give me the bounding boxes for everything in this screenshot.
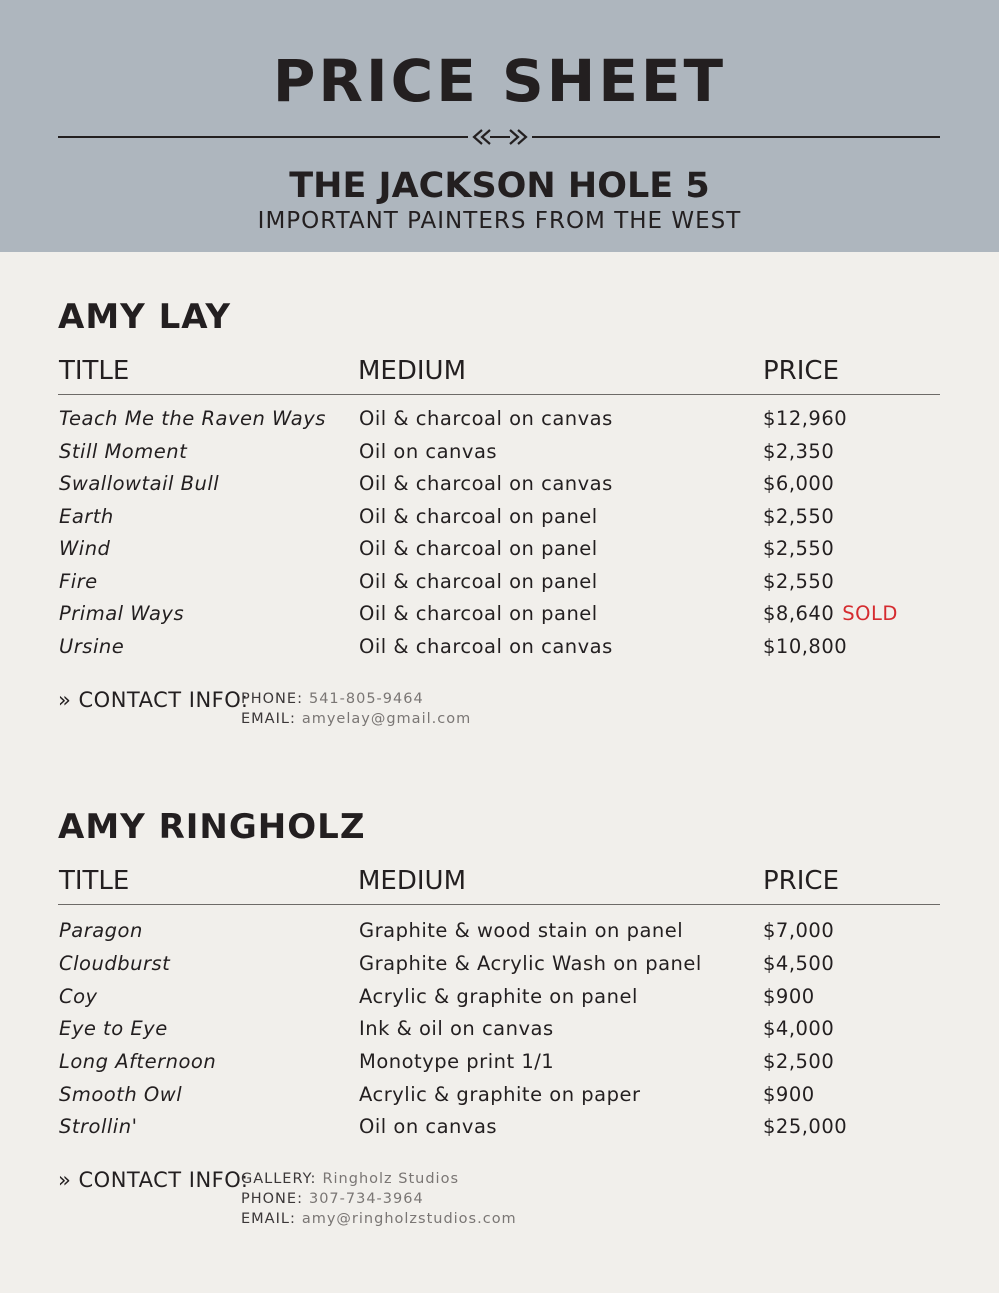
contact-value: amy@ringholzstudios.com (301, 1211, 517, 1227)
work-title: Cloudburst (59, 952, 171, 975)
contact-phone (241, 1190, 424, 1208)
work-price: $4,500 (763, 952, 835, 975)
column-header-medium: MEDIUM (358, 356, 467, 386)
exhibition-tagline: IMPORTANT PAINTERS FROM THE WEST (257, 208, 742, 234)
work-medium: Acrylic & graphite on paper (359, 1083, 641, 1106)
header-banner (0, 0, 999, 252)
work-title: Earth (59, 505, 114, 528)
table-row (0, 470, 999, 500)
table-row (0, 535, 999, 565)
work-medium: Oil & charcoal on panel (359, 602, 598, 625)
contact-key: EMAIL: (241, 711, 296, 727)
work-price: $25,000 (763, 1115, 848, 1138)
table-row (0, 1048, 999, 1078)
header-rule (58, 904, 940, 905)
divider-right (532, 136, 940, 138)
column-header-price: PRICE (763, 866, 839, 896)
contact-gallery (241, 1170, 459, 1188)
header-rule (58, 394, 940, 395)
work-price: $4,000 (763, 1017, 835, 1040)
work-title: Ursine (59, 635, 125, 658)
contact-key: PHONE: (241, 691, 303, 707)
table-row (0, 950, 999, 980)
work-medium: Oil & charcoal on panel (359, 537, 598, 560)
work-medium: Oil on canvas (359, 1115, 498, 1138)
divider-left (58, 136, 468, 138)
work-medium: Graphite & Acrylic Wash on panel (359, 952, 702, 975)
work-title: Long Afternoon (59, 1050, 217, 1073)
work-title: Fire (59, 570, 98, 593)
sold-badge: SOLD (842, 602, 898, 625)
table-row (0, 568, 999, 598)
work-price: $900 (763, 1083, 815, 1106)
work-price: $2,550 (763, 537, 835, 560)
table-row (0, 503, 999, 533)
contact-key: GALLERY: (241, 1171, 317, 1187)
work-title: Smooth Owl (59, 1083, 183, 1106)
table-row (0, 917, 999, 947)
work-price: $2,550 (763, 505, 835, 528)
work-medium: Oil & charcoal on canvas (359, 407, 613, 430)
column-header-title: TITLE (59, 866, 130, 896)
work-price: $12,960 (763, 407, 848, 430)
table-row (0, 1015, 999, 1045)
work-title: Swallowtail Bull (59, 472, 220, 495)
contact-value: 541-805-9464 (308, 691, 424, 707)
work-medium: Oil & charcoal on canvas (359, 472, 613, 495)
artist-name: AMY LAY (58, 297, 231, 337)
work-medium: Ink & oil on canvas (359, 1017, 554, 1040)
table-row (0, 600, 999, 630)
work-title: Coy (59, 985, 98, 1008)
work-title: Still Moment (59, 440, 188, 463)
column-header-title: TITLE (59, 356, 130, 386)
contact-info-label: » CONTACT INFO: (58, 688, 249, 712)
contact-value: amyelay@gmail.com (301, 711, 472, 727)
contact-info-label: » CONTACT INFO: (58, 1168, 249, 1192)
work-price: $8,640 SOLD (763, 602, 898, 625)
work-title: Eye to Eye (59, 1017, 168, 1040)
work-price: $900 (763, 985, 815, 1008)
work-price: $2,550 (763, 570, 835, 593)
work-title: Wind (59, 537, 111, 560)
work-price: $2,500 (763, 1050, 835, 1073)
work-medium: Oil & charcoal on panel (359, 505, 598, 528)
contact-key: PHONE: (241, 1191, 303, 1207)
work-price: $6,000 (763, 472, 835, 495)
contact-email (241, 710, 471, 728)
work-medium: Monotype print 1/1 (359, 1050, 555, 1073)
work-price: $10,800 (763, 635, 848, 658)
contact-phone (241, 690, 424, 708)
table-row (0, 1081, 999, 1111)
table-row (0, 633, 999, 663)
contact-value: Ringholz Studios (322, 1171, 459, 1187)
work-title: Teach Me the Raven Ways (59, 407, 326, 430)
exhibition-title: THE JACKSON HOLE 5 (289, 166, 710, 206)
work-price: $2,350 (763, 440, 835, 463)
column-header-price: PRICE (763, 356, 839, 386)
table-row (0, 438, 999, 468)
artist-name: AMY RINGHOLZ (58, 807, 366, 847)
work-medium: Oil & charcoal on panel (359, 570, 598, 593)
page-title: PRICE SHEET (272, 47, 727, 115)
work-medium: Acrylic & graphite on panel (359, 985, 638, 1008)
contact-value: 307-734-3964 (308, 1191, 424, 1207)
work-medium: Oil on canvas (359, 440, 498, 463)
work-medium: Oil & charcoal on canvas (359, 635, 613, 658)
work-medium: Graphite & wood stain on panel (359, 919, 684, 942)
work-title: Primal Ways (59, 602, 185, 625)
work-price: $7,000 (763, 919, 835, 942)
arrow-ornament-icon (468, 124, 532, 150)
work-title: Strollin' (59, 1115, 138, 1138)
contact-email (241, 1210, 517, 1228)
contact-key: EMAIL: (241, 1211, 296, 1227)
table-row (0, 405, 999, 435)
work-title: Paragon (59, 919, 143, 942)
table-row (0, 983, 999, 1013)
column-header-medium: MEDIUM (358, 866, 467, 896)
table-row (0, 1113, 999, 1143)
